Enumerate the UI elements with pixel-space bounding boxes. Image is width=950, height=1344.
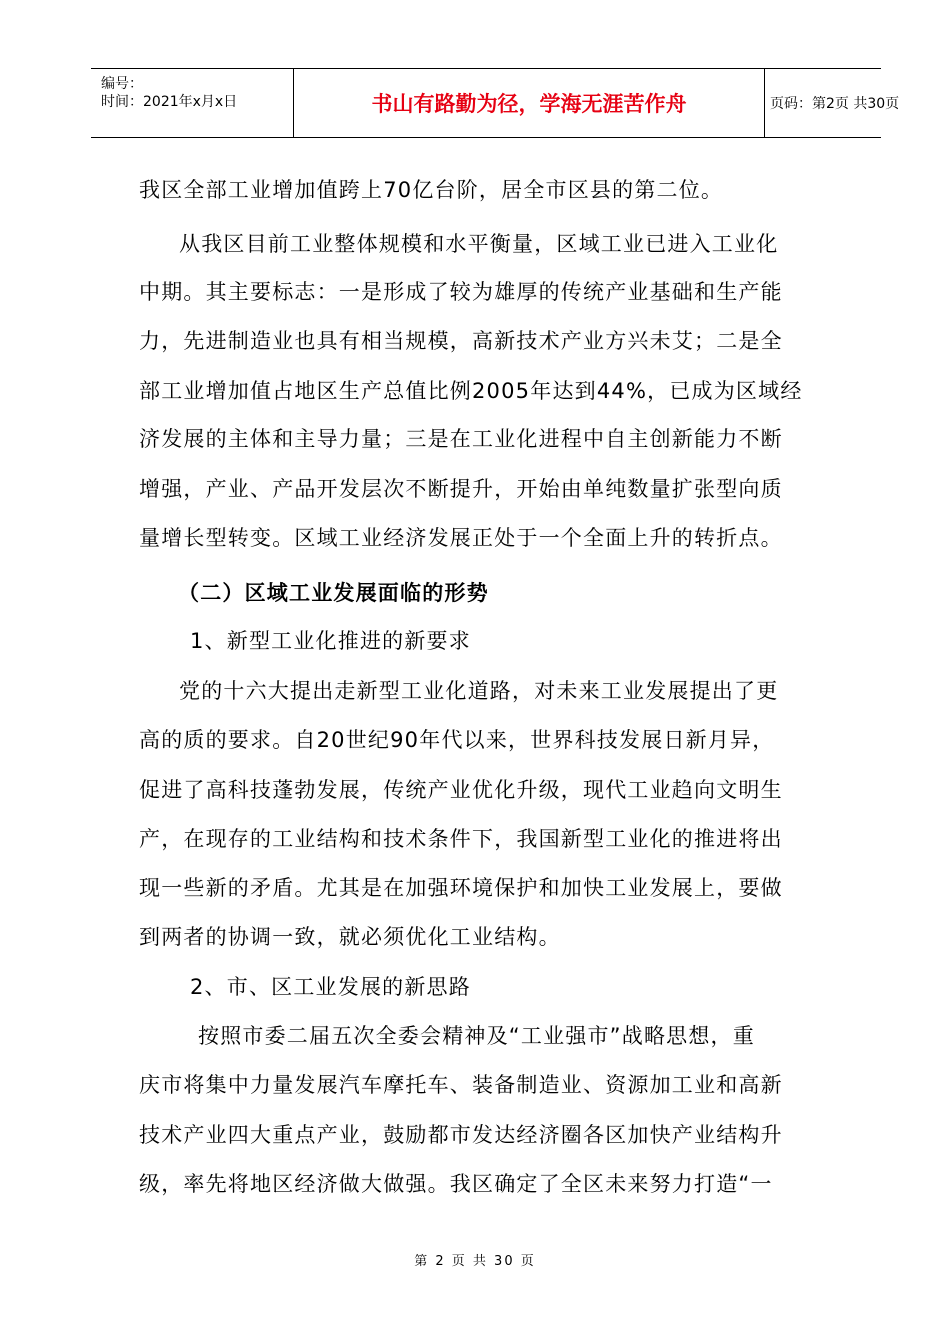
body-line: 我区全部工业增加值跨上70亿台阶，居全市区县的第二位。: [139, 178, 724, 202]
page-header: [91, 68, 900, 138]
body-line: 量增长型转变。区域工业经济发展正处于一个全面上升的转折点。: [139, 526, 783, 550]
body-line: 到两者的协调一致，就必须优化工业结构。: [139, 925, 561, 949]
body-line: 技术产业四大重点产业，鼓励都市发达经济圈各区加快产业结构升: [139, 1123, 783, 1147]
body-line: 从我区目前工业整体规模和水平衡量，区域工业已进入工业化: [179, 232, 779, 256]
body-line: 力，先进制造业也具有相当规模，高新技术产业方兴未艾；二是全: [139, 329, 783, 353]
body-line: 中期。其主要标志：一是形成了较为雄厚的传统产业基础和生产能: [139, 280, 783, 304]
body-line: 产，在现存的工业结构和技术条件下，我国新型工业化的推进将出: [139, 827, 783, 851]
subsection-heading: 1、新型工业化推进的新要求: [190, 629, 471, 653]
body-line: 部工业增加值占地区生产总值比例2005年达到44%，已成为区域经: [139, 379, 803, 403]
body-line: 济发展的主体和主导力量；三是在工业化进程中自主创新能力不断: [139, 427, 783, 451]
body-line: 增强，产业、产品开发层次不断提升，开始由单纯数量扩张型向质: [139, 477, 783, 501]
number-label: 编号：: [101, 76, 143, 92]
header-motto: 书山有路勤为径，学海无涯苦作舟: [293, 69, 765, 137]
body-line: 庆市将集中力量发展汽车摩托车、装备制造业、资源加工业和高新: [139, 1073, 783, 1097]
subsection-heading: 2、市、区工业发展的新思路: [190, 975, 471, 999]
body-line: 现一些新的矛盾。尤其是在加强环境保护和加快工业发展上，要做: [139, 876, 783, 900]
header-page-label: 页码：第2页 共30页: [770, 96, 900, 112]
body-line: 级，率先将地区经济做大做强。我区确定了全区未来努力打造“一: [139, 1172, 773, 1196]
body-line: 党的十六大提出走新型工业化道路，对未来工业发展提出了更: [179, 679, 779, 703]
header-meta: [91, 69, 293, 137]
time-label: 时间：2021年x月x日: [101, 94, 238, 110]
body-line: 按照市委二届五次全委会精神及“工业强市”战略思想，重: [198, 1024, 755, 1048]
section-heading: （二）区域工业发展面临的形势: [178, 581, 489, 605]
body-line: 促进了高科技蓬勃发展，传统产业优化升级，现代工业趋向文明生: [139, 778, 783, 802]
body-line: 高的质的要求。自20世纪90年代以来，世界科技发展日新月异，: [139, 728, 775, 752]
page-footer: 第 2 页 共 30 页: [414, 1254, 536, 1269]
